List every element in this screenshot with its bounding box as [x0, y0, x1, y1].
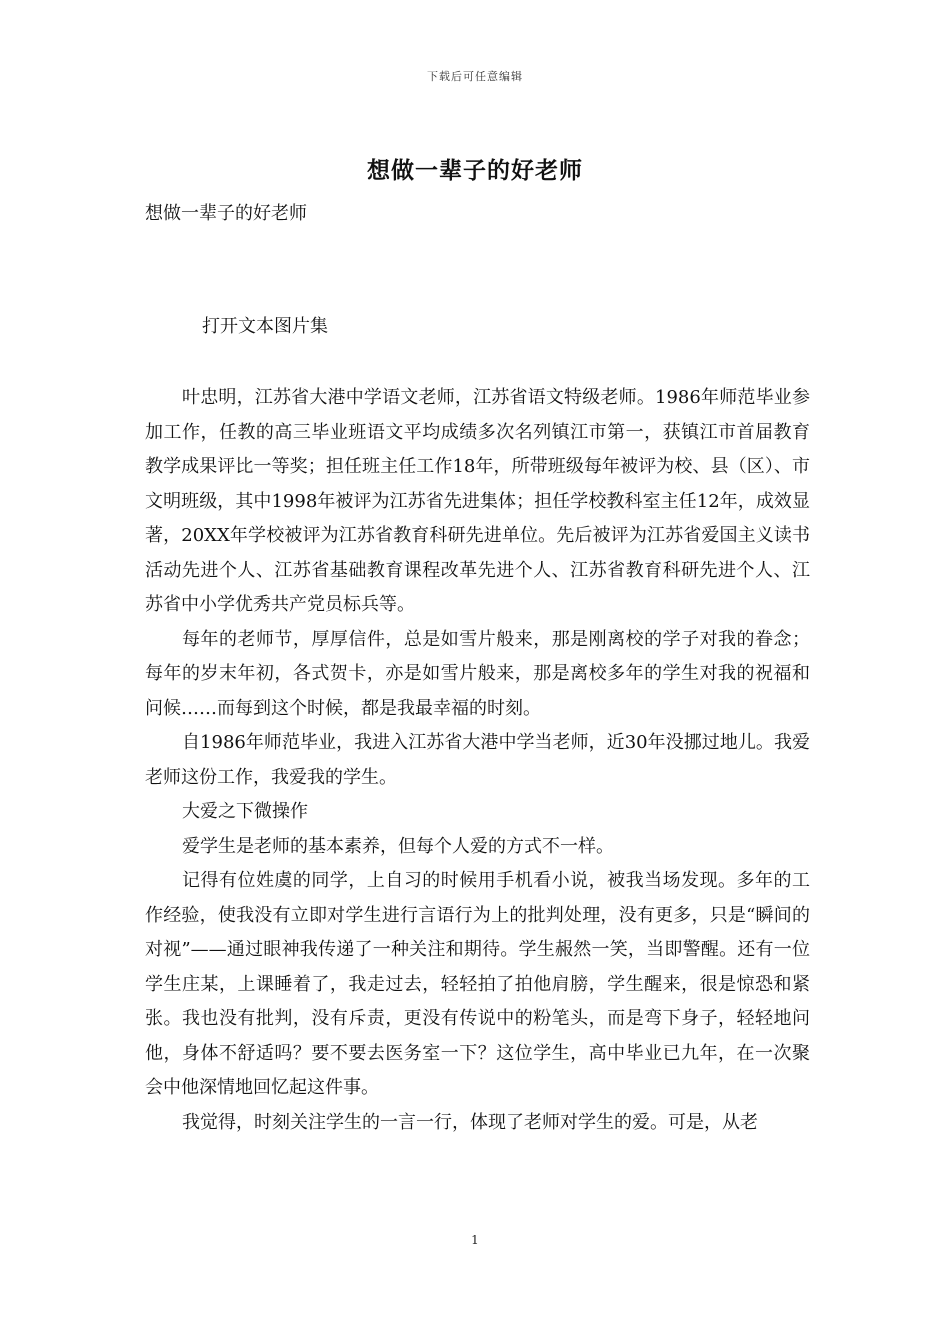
- paragraph: 爱学生是老师的基本素养，但每个人爱的方式不一样。: [182, 835, 614, 857]
- open-gallery-link[interactable]: 打开文本图片集: [202, 316, 328, 337]
- document-subtitle: 想做一辈子的好老师: [145, 203, 307, 224]
- article-body: [145, 381, 810, 1140]
- header-note: 下载后可任意编辑: [427, 70, 523, 83]
- document-title: 想做一辈子的好老师: [367, 157, 583, 184]
- paragraph: 叶忠明，江苏省大港中学语文老师，江苏省语文特级老师。1986年师范毕业参加工作，任教的高三毕业班语文平均成绩多次名列镇江市第一，获镇江市首届教育教学成果评比一等奖；担任班主任工作18年，所带班级每年被评为校、县（区）、市文明班级，其中1998年被评为江苏省先进集体；担任学校教科室主任12年，成效显著，20XX年学校被评为江苏省教育科研先进单位。先后被评为江苏省爱国主义读书活动先进个人、江苏省基础教育课程改革先进个人、江苏省教育科研先进个人、江苏省中小学优秀共产党员标兵等。: [145, 387, 810, 615]
- paragraph: 每年的老师节，厚厚信件，总是如雪片般来，那是刚离校的学子对我的眷念；每年的岁末年初，各式贺卡，亦是如雪片般来，那是离校多年的学生对我的祝福和问候……而每到这个时候，都是我最幸福的时刻。: [145, 628, 810, 719]
- paragraph: 我觉得，时刻关注学生的一言一行，体现了老师对学生的爱。可是，从老: [182, 1111, 758, 1133]
- section-heading: 大爱之下微操作: [182, 801, 308, 822]
- paragraph: 记得有位姓虞的同学，上自习的时候用手机看小说，被我当场发现。多年的工作经验，使我没有立即对学生进行言语行为上的批判处理，没有更多，只是“瞬间的对视”——通过眼神我传递了一种关注和期待。学生赧然一笑，当即警醒。还有一位学生庄某，上课睡着了，我走过去，轻轻拍了拍他肩膀，学生醒来，很是惊恐和紧张。我也没有批判，没有斥责，更没有传说中的粉笔头，而是弯下身子，轻轻地问他，身体不舒适吗？要不要去医务室一下？这位学生，高中毕业已九年，在一次聚会中他深情地回忆起这件事。: [145, 870, 810, 1098]
- page-number: 1: [471, 1233, 479, 1247]
- paragraph: 自1986年师范毕业，我进入江苏省大港中学当老师，近30年没挪过地儿。我爱老师这份工作，我爱我的学生。: [145, 732, 810, 788]
